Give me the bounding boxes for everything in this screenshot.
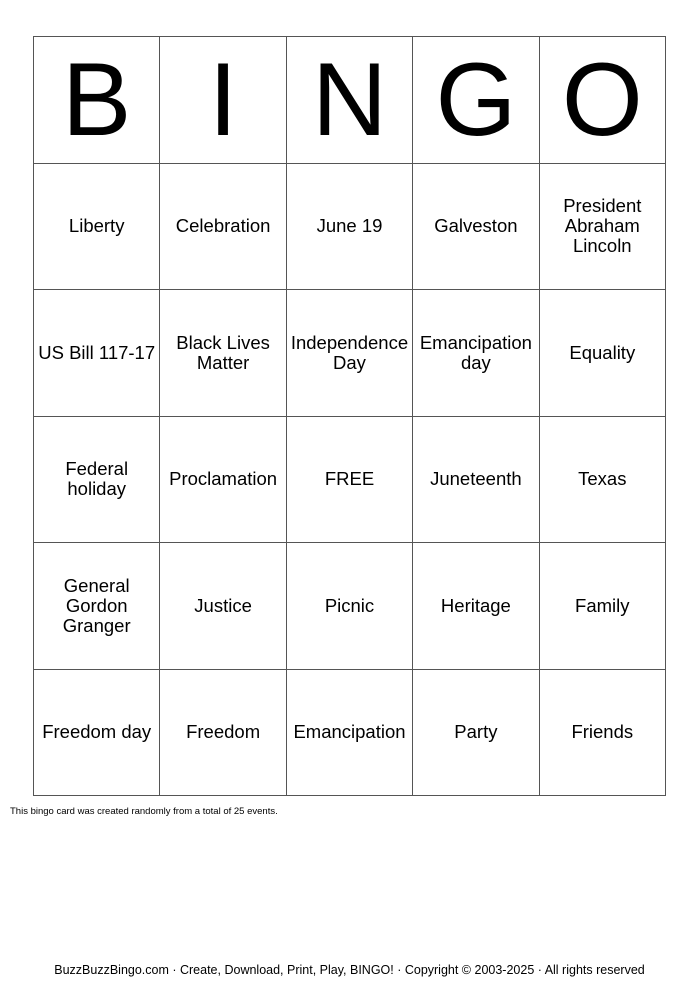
bingo-cell: Family — [540, 543, 666, 670]
card-generation-note: This bingo card was created randomly from a total of 25 events. — [10, 806, 278, 817]
header-letter-i: I — [160, 37, 286, 164]
site-footer: BuzzBuzzBingo.com · Create, Download, Print, Play, BINGO! · Copyright © 2003-2025 · All rights reserved — [54, 963, 645, 977]
bingo-cell: Independence Day — [287, 290, 413, 417]
bingo-cell: Celebration — [160, 164, 286, 291]
bingo-cell: Justice — [160, 543, 286, 670]
bingo-cell: General Gordon Granger — [34, 543, 160, 670]
bingo-cell: Federal holiday — [34, 417, 160, 544]
header-letter-b: B — [34, 37, 160, 164]
bingo-cell: Proclamation — [160, 417, 286, 544]
bingo-cell: Picnic — [287, 543, 413, 670]
bingo-cell: Equality — [540, 290, 666, 417]
header-letter-o: O — [540, 37, 666, 164]
bingo-cell: Friends — [540, 670, 666, 797]
bingo-cell: June 19 — [287, 164, 413, 291]
bingo-cell: US Bill 117-17 — [34, 290, 160, 417]
free-space-cell: FREE — [287, 417, 413, 544]
bingo-cell: Freedom day — [34, 670, 160, 797]
bingo-cell: President Abraham Lincoln — [540, 164, 666, 291]
bingo-cell: Texas — [540, 417, 666, 544]
bingo-cell: Party — [413, 670, 539, 797]
header-letter-g: G — [413, 37, 539, 164]
header-letter-n: N — [287, 37, 413, 164]
bingo-card — [33, 36, 666, 796]
bingo-cell: Liberty — [34, 164, 160, 291]
bingo-cell: Juneteenth — [413, 417, 539, 544]
bingo-cell: Emancipation day — [413, 290, 539, 417]
bingo-cell: Freedom — [160, 670, 286, 797]
bingo-cell: Galveston — [413, 164, 539, 291]
bingo-cell: Black Lives Matter — [160, 290, 286, 417]
bingo-cell: Emancipation — [287, 670, 413, 797]
bingo-cell: Heritage — [413, 543, 539, 670]
